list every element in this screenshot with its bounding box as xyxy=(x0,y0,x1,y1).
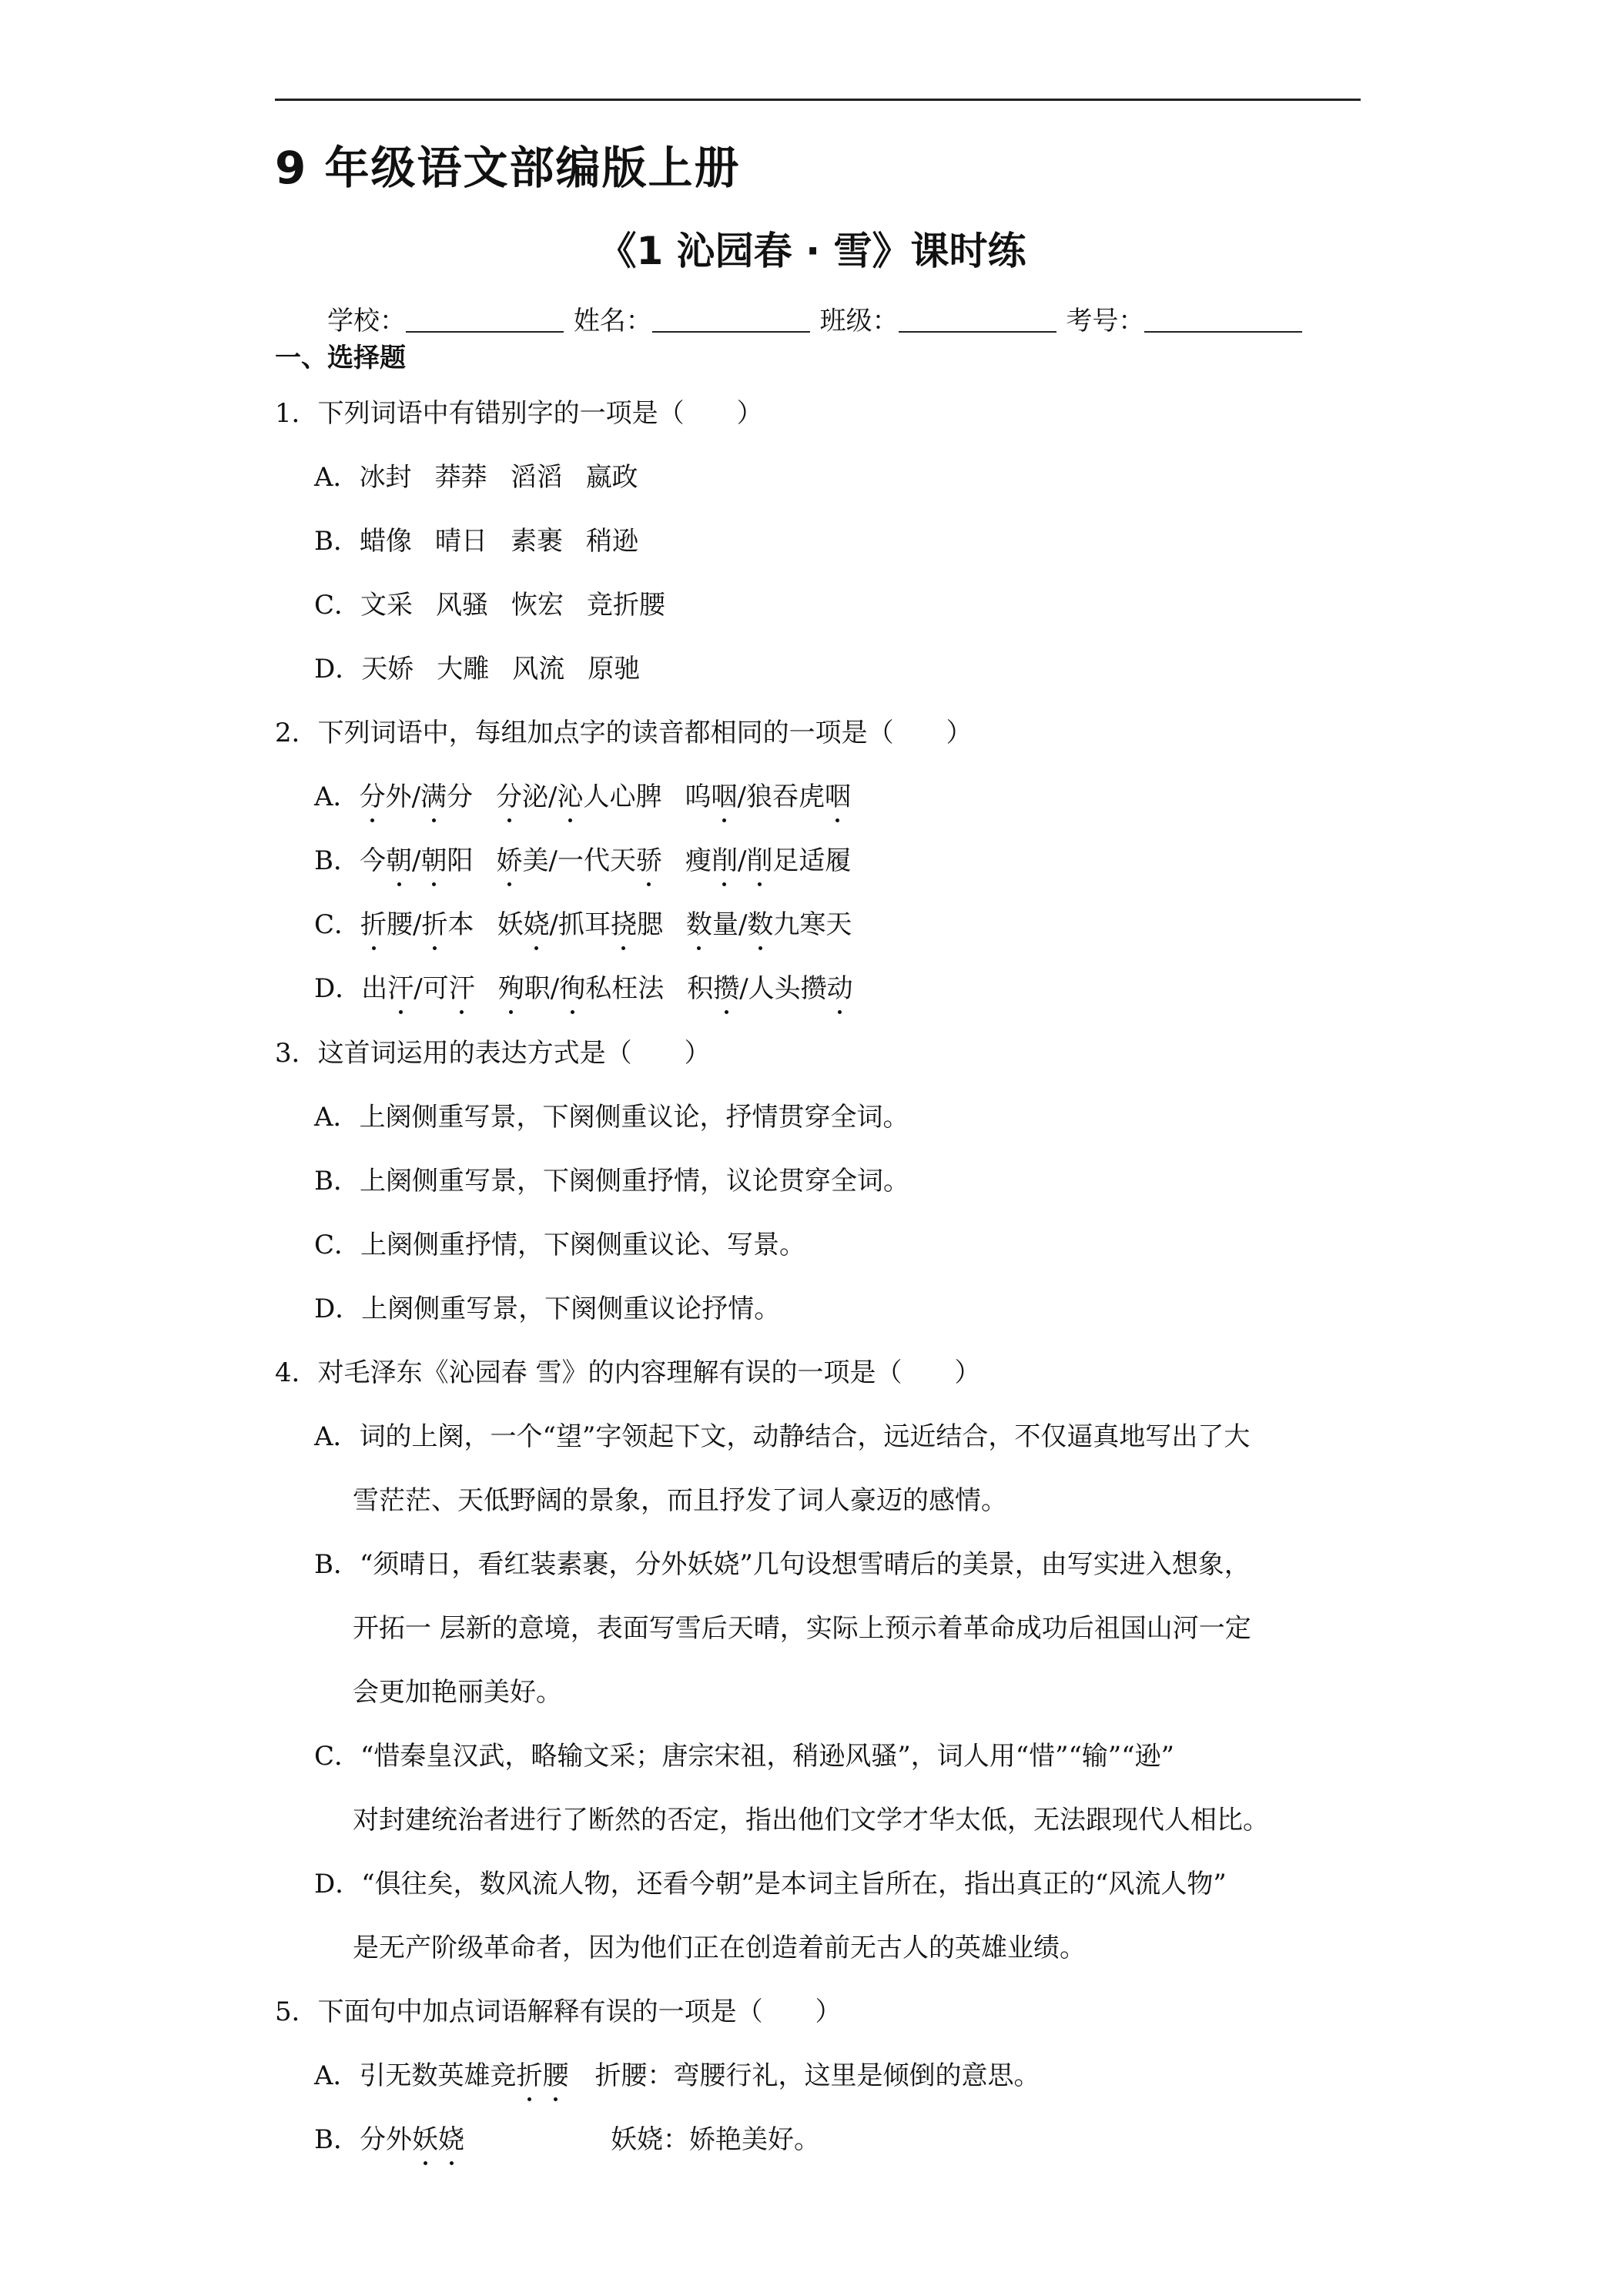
name-label: 姓名： xyxy=(573,306,652,336)
word: 天娇 xyxy=(361,654,414,684)
option-label: B． xyxy=(314,526,360,557)
option-text-line: 是无产阶级革命者，因为他们正在创造着前无古人的英雄业绩。 xyxy=(353,1933,1086,1963)
q4-option-b[interactable] xyxy=(314,1545,1363,1737)
option-label: C． xyxy=(314,1741,361,1772)
dotted-phrase: 折腰 xyxy=(517,2060,569,2091)
option-label: A． xyxy=(314,1102,360,1133)
explanation: 折腰：弯腰行礼，这里是倾倒的意思。 xyxy=(594,2060,1040,2091)
word: 蜡像 xyxy=(360,526,412,557)
q3-option-b[interactable] xyxy=(314,1162,909,1200)
option-label: B． xyxy=(314,2124,360,2155)
class-blank[interactable] xyxy=(899,305,1056,333)
option-label: C． xyxy=(314,1230,361,1260)
word: 稍逊 xyxy=(586,526,638,557)
option-label: D． xyxy=(314,973,362,1004)
option-text: 上阕侧重写景，下阕侧重议论抒情。 xyxy=(361,1294,781,1324)
word: 殉职/徇私枉法 xyxy=(498,969,664,1008)
question-3-stem: 3．这首词运用的表达方式是（ ） xyxy=(275,1038,711,1069)
word: 风骚 xyxy=(436,590,489,621)
option-text-line: “俱往矣，数风流人物，还看今朝”是本词主旨所在，指出真正的“风流人物” xyxy=(361,1869,1227,1899)
dotted-phrase: 妖娆 xyxy=(412,2124,464,2155)
q2-option-a[interactable] xyxy=(314,778,874,816)
question-2-stem: 2．下列词语中，每组加点字的读音都相同的一项是（ ） xyxy=(275,718,973,748)
q3-option-d[interactable] xyxy=(314,1290,780,1328)
option-text: 上阕侧重抒情，下阕侧重议论、写景。 xyxy=(360,1230,806,1260)
q4-option-d[interactable] xyxy=(314,1865,1363,1993)
series-title: 9 年级语文部编版上册 xyxy=(275,142,741,194)
word: 冰封 xyxy=(359,462,412,493)
word: 滔滔 xyxy=(510,462,563,493)
option-text-line: 雪茫茫、天低野阔的景象，而且抒发了词人豪迈的感情。 xyxy=(353,1485,1007,1516)
q3-option-c[interactable] xyxy=(314,1226,805,1264)
word: 今朝/朝阳 xyxy=(360,842,473,880)
header-rule xyxy=(275,99,1361,101)
option-label: B． xyxy=(314,845,360,876)
word: 晴日 xyxy=(435,526,487,557)
phrase-text: 分外 xyxy=(360,2124,412,2155)
option-label: A． xyxy=(314,1421,360,1452)
word: 竞折腰 xyxy=(587,590,666,621)
student-info-line xyxy=(327,302,1304,340)
option-label: A． xyxy=(314,2060,360,2091)
q4-option-c[interactable] xyxy=(314,1737,1363,1865)
question-5-stem: 5．下面句中加点词语解释有误的一项是（ ） xyxy=(275,1996,842,2027)
word: 风流 xyxy=(512,654,565,684)
word: 莽莽 xyxy=(434,462,487,493)
school-label: 学校： xyxy=(327,306,406,336)
word: 娇美/一代天骄 xyxy=(496,842,661,880)
word: 大雕 xyxy=(437,654,490,684)
option-text-line: 词的上阕，一个“望”字领起下文，动静结合，远近结合，不仅逼真地写出了大 xyxy=(359,1421,1251,1452)
q3-option-a[interactable] xyxy=(314,1098,909,1136)
document-title: 《1 沁园春 · 雪》课时练 xyxy=(598,229,1026,273)
word: 原驰 xyxy=(588,654,641,684)
exam-number-label: 考号： xyxy=(1066,306,1145,336)
word: 瘦削/削足适履 xyxy=(685,842,851,880)
option-label: C． xyxy=(314,909,361,940)
option-label: D． xyxy=(314,1294,362,1324)
word: 折腰/折本 xyxy=(360,905,474,944)
word: 积攒/人头攒动 xyxy=(687,969,852,1008)
explanation: 妖娆：娇艳美好。 xyxy=(611,2124,820,2155)
option-label: A． xyxy=(314,782,360,812)
word: 妖娆/抓耳挠腮 xyxy=(497,905,662,944)
class-label: 班级： xyxy=(819,306,899,336)
option-text-line: 对封建统治者进行了断然的否定，指出他们文学才华太低，无法跟现代人相比。 xyxy=(353,1805,1269,1836)
word: 分外/满分 xyxy=(360,778,473,816)
word: 分泌/沁人心脾 xyxy=(496,778,661,816)
option-label: B． xyxy=(314,1549,360,1580)
option-text-line: “惜秦皇汉武，略输文采；唐宗宋祖，稍逊风骚”，词人用“惜”“输”“逊” xyxy=(360,1741,1175,1772)
option-text-line: 开拓一 层新的意境，表面写雪后天晴，实际上预示着革命成功后祖国山河一定 xyxy=(353,1613,1251,1644)
option-label: A． xyxy=(314,462,360,493)
word: 恢宏 xyxy=(511,590,564,621)
option-text-line: 会更加艳丽美好。 xyxy=(353,1677,562,1708)
q2-option-d[interactable] xyxy=(314,969,876,1008)
word: 素裹 xyxy=(511,526,563,557)
q1-option-a[interactable] xyxy=(314,458,661,497)
word: 文采 xyxy=(360,590,414,621)
q1-option-c[interactable] xyxy=(314,586,688,624)
q4-option-a[interactable] xyxy=(314,1417,1363,1545)
q2-option-b[interactable] xyxy=(314,842,874,880)
q1-option-b[interactable] xyxy=(314,522,661,561)
word: 出汗/可汗 xyxy=(361,969,474,1008)
phrase-text: 引无数英雄竞 xyxy=(359,2060,517,2091)
q2-option-c[interactable] xyxy=(314,905,875,944)
question-4-stem: 4．对毛泽东《沁园春 雪》的内容理解有误的一项是（ ） xyxy=(275,1357,981,1388)
option-label: B． xyxy=(314,1166,360,1197)
option-label: C． xyxy=(314,590,361,621)
q1-option-d[interactable] xyxy=(314,650,663,688)
option-text: 上阕侧重写景，下阕侧重抒情，议论贯穿全词。 xyxy=(360,1166,909,1197)
option-text-line: “须晴日，看红装素裹，分外妖娆”几句设想雪晴后的美景，由写实进入想象， xyxy=(360,1549,1251,1580)
option-text: 上阕侧重写景，下阕侧重议论，抒情贯穿全词。 xyxy=(359,1102,909,1133)
option-label: D． xyxy=(314,1869,362,1899)
exam-number-blank[interactable] xyxy=(1144,305,1302,333)
word: 呜咽/狼吞虎咽 xyxy=(685,778,851,816)
word: 嬴政 xyxy=(585,462,638,493)
question-1-stem: 1．下列词语中有错别字的一项是（ ） xyxy=(275,398,763,429)
name-blank[interactable] xyxy=(652,305,810,333)
q5-option-b[interactable] xyxy=(314,2120,820,2159)
word: 数量/数九寒天 xyxy=(686,905,852,944)
section-title: 一、选择题 xyxy=(275,343,406,373)
q5-option-a[interactable] xyxy=(314,2057,1040,2095)
school-blank[interactable] xyxy=(406,305,564,333)
option-label: D． xyxy=(314,654,362,684)
